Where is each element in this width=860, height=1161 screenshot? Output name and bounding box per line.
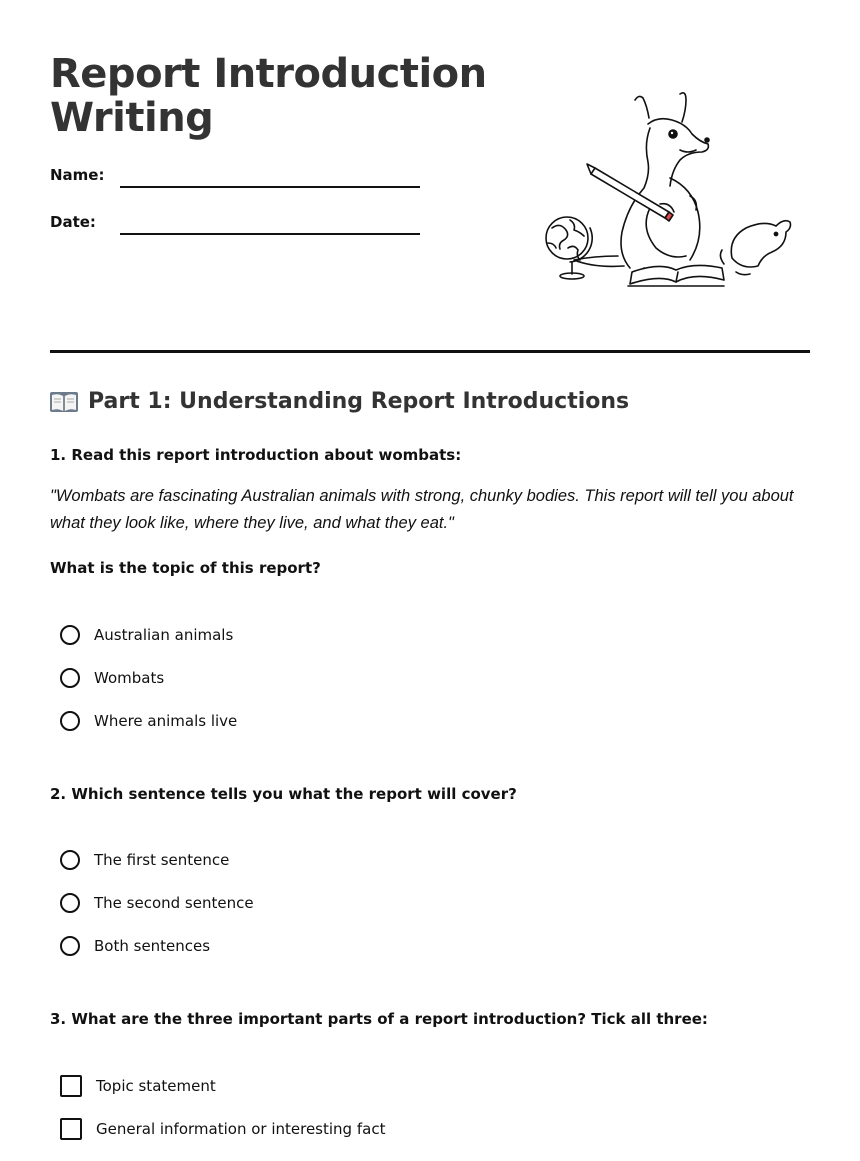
section-divider xyxy=(50,350,810,353)
checkbox[interactable] xyxy=(60,1075,82,1097)
radio-button[interactable] xyxy=(60,668,80,688)
name-line[interactable] xyxy=(120,186,420,188)
worksheet-title: Report Introduction Writing xyxy=(50,51,487,141)
open-book-icon xyxy=(50,391,78,413)
kangaroo-illustration xyxy=(540,88,792,294)
pencil-icon xyxy=(587,164,673,221)
q2-option-first-sentence[interactable]: The first sentence xyxy=(60,850,229,870)
radio-button[interactable] xyxy=(60,850,80,870)
q3-option-general-information[interactable]: General information or interesting fact xyxy=(60,1118,385,1140)
wombat-quote: "Wombats are fascinating Australian animals with strong, chunky bodies. This report will tell you about what they look like, where they live, and what they eat." xyxy=(50,487,794,532)
q1-option-wombats[interactable]: Wombats xyxy=(60,668,164,688)
q2-option-both-sentences[interactable]: Both sentences xyxy=(60,936,210,956)
date-line[interactable] xyxy=(120,233,420,235)
q1-prompt: 1. Read this report introduction about wombats: xyxy=(50,446,462,464)
q1-question: What is the topic of this report? xyxy=(50,559,321,577)
quokka-figure xyxy=(720,221,790,275)
globe-icon xyxy=(546,217,592,279)
radio-button[interactable] xyxy=(60,936,80,956)
q3-question: 3. What are the three important parts of a report introduction? Tick all three: xyxy=(50,1010,708,1028)
q2-question: 2. Which sentence tells you what the report will cover? xyxy=(50,785,517,803)
radio-button[interactable] xyxy=(60,711,80,731)
part1-heading: Part 1: Understanding Report Introductions xyxy=(50,389,629,414)
kangaroo-figure xyxy=(574,93,709,276)
radio-button[interactable] xyxy=(60,625,80,645)
book-icon xyxy=(628,265,724,286)
q3-option-topic-statement[interactable]: Topic statement xyxy=(60,1075,216,1097)
checkbox[interactable] xyxy=(60,1118,82,1140)
q2-option-second-sentence[interactable]: The second sentence xyxy=(60,893,254,913)
name-label: Name: xyxy=(50,166,105,184)
date-label: Date: xyxy=(50,213,96,231)
q1-option-australian-animals[interactable]: Australian animals xyxy=(60,625,233,645)
radio-button[interactable] xyxy=(60,893,80,913)
q1-option-where-animals-live[interactable]: Where animals live xyxy=(60,711,237,731)
